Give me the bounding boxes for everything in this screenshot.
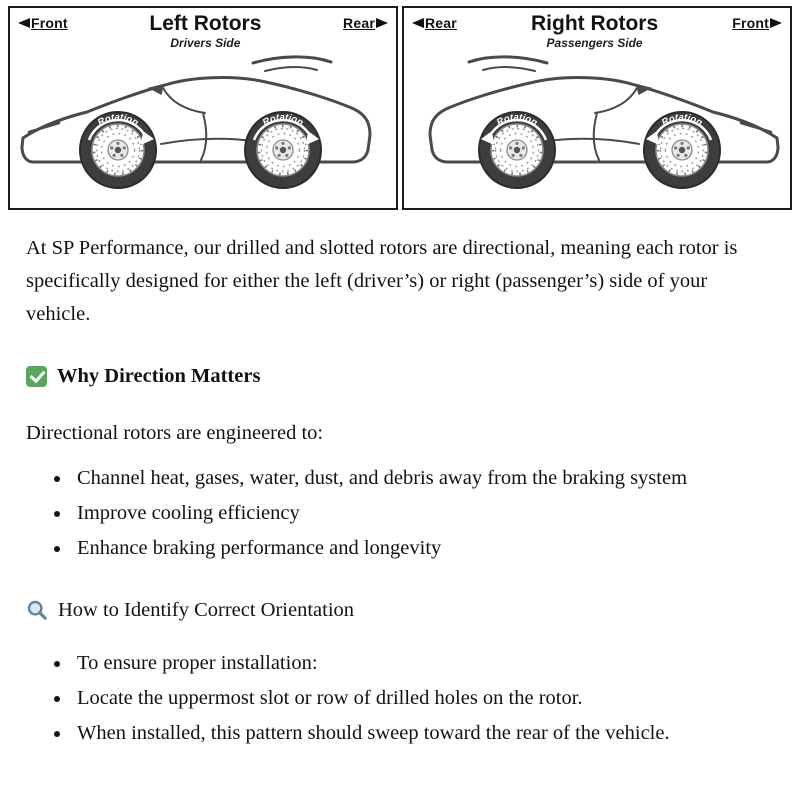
left-panel-header	[10, 8, 396, 52]
section1-bullet-list	[26, 462, 760, 566]
list-item: • Locate the uppermost slot or row of drilled holes on the rotor.	[72, 682, 760, 715]
right-car-illustration	[404, 52, 790, 202]
list-item: • Improve cooling efficiency	[72, 497, 760, 530]
arrow-right-icon	[770, 18, 782, 28]
rotation-label: Rotation	[494, 111, 540, 129]
heading-text: Why Direction Matters	[57, 364, 261, 387]
rear-wheel-rotor	[479, 112, 555, 188]
arrow-right-icon	[376, 18, 388, 28]
left-car-illustration	[10, 52, 396, 202]
list-item: • Channel heat, gases, water, dust, and debris away from the braking system	[72, 462, 760, 495]
section2-bullet-list	[26, 647, 760, 751]
front-label-text: Front	[31, 15, 68, 31]
section-heading-why-direction-matters	[26, 360, 760, 393]
front-direction-label	[18, 15, 68, 31]
left-rotors-panel	[8, 6, 398, 210]
rotation-label: Rotation	[659, 111, 705, 129]
section1-lead: Directional rotors are engineered to:	[26, 421, 324, 444]
rear-label-text: Rear	[343, 15, 375, 31]
rotor-direction-diagram	[0, 0, 800, 210]
front-wheel-rotor	[644, 112, 720, 188]
article-body	[0, 210, 800, 750]
front-label-text: Front	[732, 15, 769, 31]
heading-text: How to Identify Correct Orientation	[58, 598, 355, 621]
rear-wheel-rotor	[245, 112, 321, 188]
right-rotors-panel	[402, 6, 792, 210]
intro-paragraph: At SP Performance, our drilled and slotted rotors are directional, meaning each rotor is specifically designed for either the left (driver’s) or right (passenger’s) side of your vehicle.	[26, 237, 738, 326]
section-heading-identify-orientation	[26, 594, 760, 627]
rotation-label: Rotation	[260, 111, 306, 129]
front-direction-label	[732, 15, 782, 31]
right-panel-header	[404, 8, 790, 52]
check-icon	[26, 366, 47, 387]
list-item: • When installed, this pattern should sweep toward the rear of the vehicle.	[72, 717, 760, 750]
panel-title: Right Rotors	[531, 12, 659, 35]
panel-subtitle: Drivers Side	[170, 36, 241, 51]
list-item: • Enhance braking performance and longevity	[72, 532, 760, 565]
list-item: • To ensure proper installation:	[72, 647, 760, 680]
panel-subtitle: Passengers Side	[546, 36, 643, 51]
front-wheel-rotor	[80, 112, 156, 188]
arrow-left-icon	[412, 18, 424, 28]
rear-direction-label	[412, 15, 457, 31]
rear-label-text: Rear	[425, 15, 457, 31]
rear-direction-label	[343, 15, 388, 31]
rotation-label: Rotation	[95, 111, 141, 129]
right-panel-title-block	[531, 13, 658, 52]
panel-title: Left Rotors	[149, 12, 262, 35]
left-panel-title-block	[149, 13, 261, 52]
arrow-left-icon	[18, 18, 30, 28]
search-icon	[26, 599, 48, 621]
